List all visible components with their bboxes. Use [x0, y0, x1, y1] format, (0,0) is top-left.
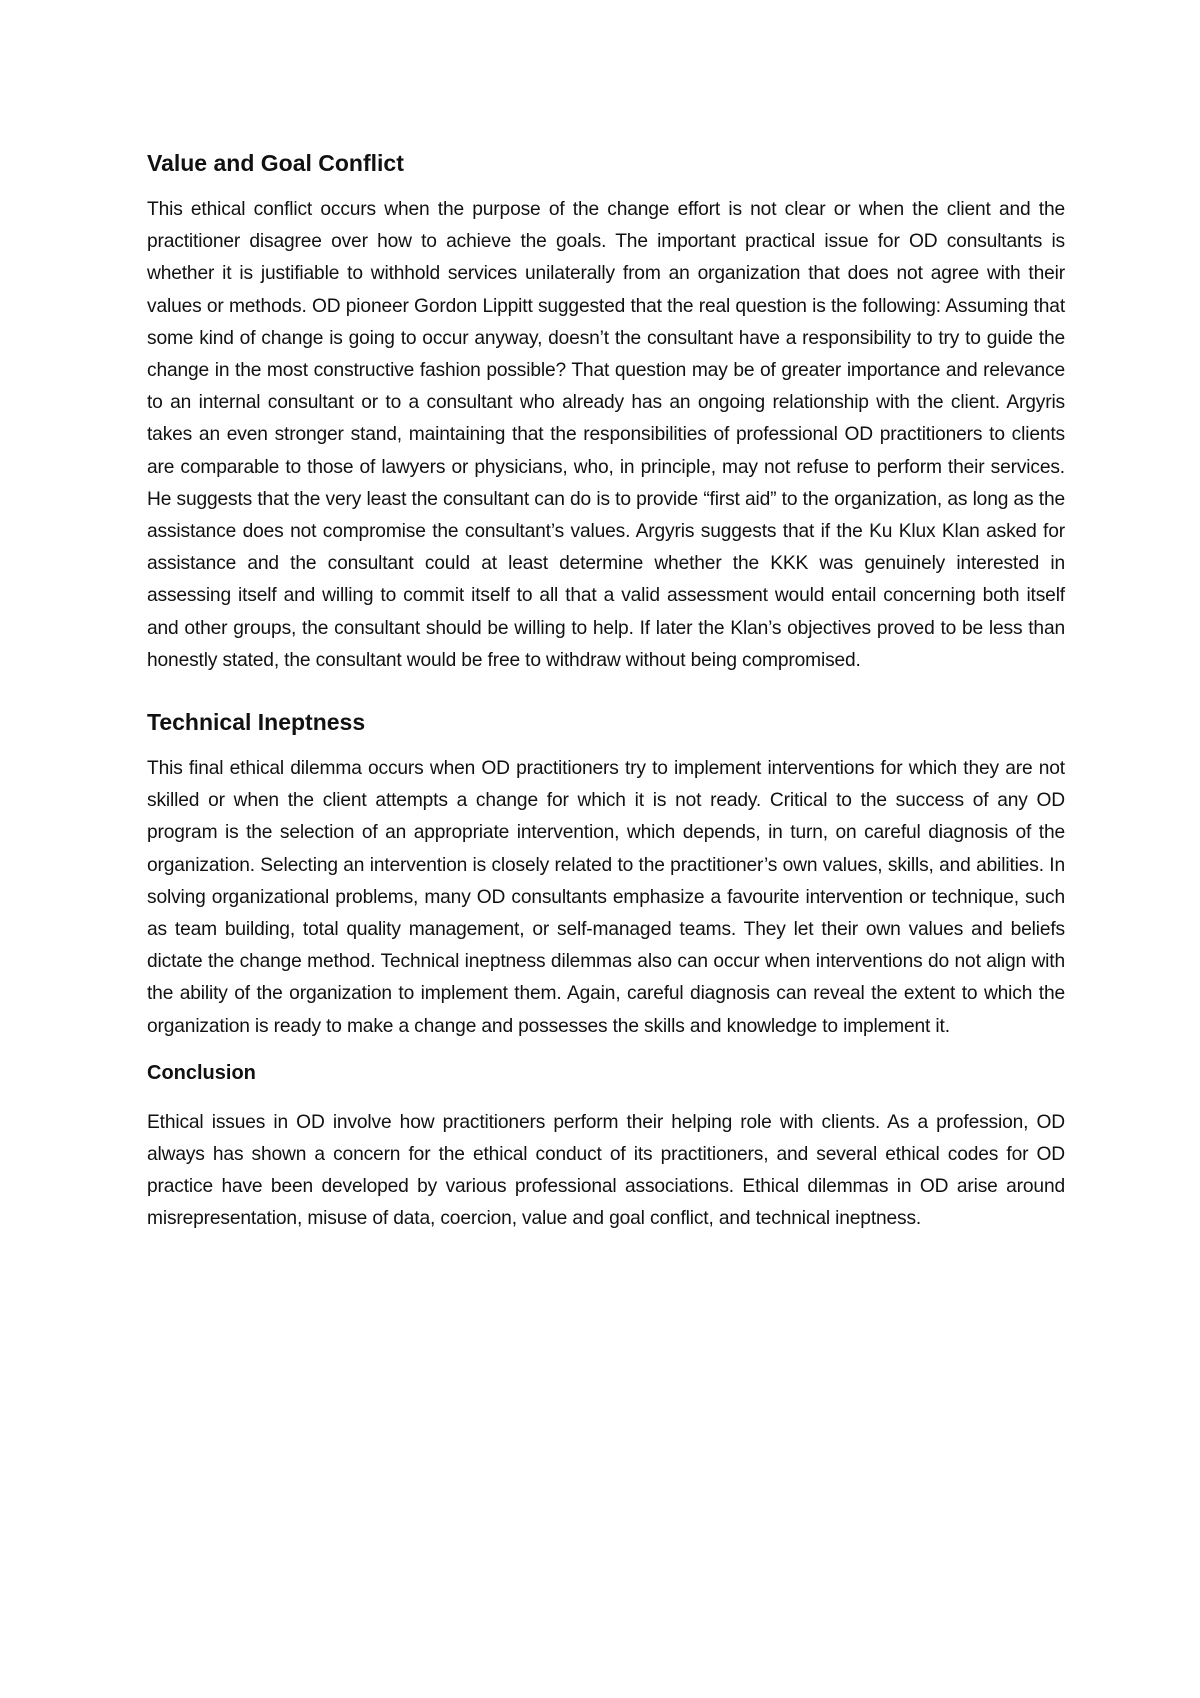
heading-conclusion: Conclusion — [147, 1061, 256, 1084]
paragraph-technical-ineptness: This final ethical dilemma occurs when OD practitioners try to implement interventions for which they are not skilled or when the client attempts a change for which it is not ready. Critical to the success of any OD program is the selection of an appropriate intervention, which depends, in turn, on careful diagnosis of the organization. Selecting an intervention is closely related to the practitioner’s own values, skills, and abilities. In solving organizational problems, many OD consultants emphasize a favourite intervention or technique, such as team building, total quality management, or self-managed teams. They let their own values and beliefs dictate the change method. Technical ineptness dilemmas also can occur when interventions do not align with the ability of the organization to implement them. Again, careful diagnosis can reveal the extent to which the organization is ready to make a change and possesses the skills and knowledge to implement it. — [147, 758, 1065, 1037]
heading-technical-ineptness: Technical Ineptness — [147, 709, 366, 736]
paragraph-value-and-goal-conflict: This ethical conflict occurs when the purpose of the change effort is not clear or when the client and the practitioner disagree over how to achieve the goals. The important practical issue for OD consultants is whether it is justifiable to withhold services unilaterally from an organization that does not agree with their values or methods. OD pioneer Gordon Lippitt suggested that the real question is the following: Assuming that some kind of change is going to occur anyway, doesn’t the consultant have a responsibility to try to guide the change in the most constructive fashion possible? That question may be of greater importance and relevance to an internal consultant or to a consultant who already has an ongoing relationship with the client. Argyris takes an even stronger stand, maintaining that the responsibilities of professional OD practitioners to clients are comparable to those of lawyers or physicians, who, in principle, may not refuse to perform their services. He suggests that the very least the consultant can do is to provide “first aid” to the organization, as long as the assistance does not compromise the consultant’s values. Argyris suggests that if the Ku Klux Klan asked for assistance and the consultant could at least determine whether the KKK was genuinely interested in assessing itself and willing to commit itself to all that a valid assessment would entail concerning both itself and other groups, the consultant should be willing to help. If later the Klan’s objectives proved to be less than honestly stated, the consultant would be free to withdraw without being compromised. — [147, 199, 1065, 671]
paragraph-conclusion: Ethical issues in OD involve how practitioners perform their helping role with clients. As a profession, OD always has shown a concern for the ethical conduct of its practitioners, and several ethical codes for OD practice have been developed by various professional associations. Ethical dilemmas in OD arise around misrepresentation, misuse of data, coercion, value and goal conflict, and technical ineptness. — [147, 1111, 1065, 1230]
document-content — [147, 140, 1065, 1236]
heading-value-and-goal-conflict: Value and Goal Conflict — [147, 150, 404, 176]
